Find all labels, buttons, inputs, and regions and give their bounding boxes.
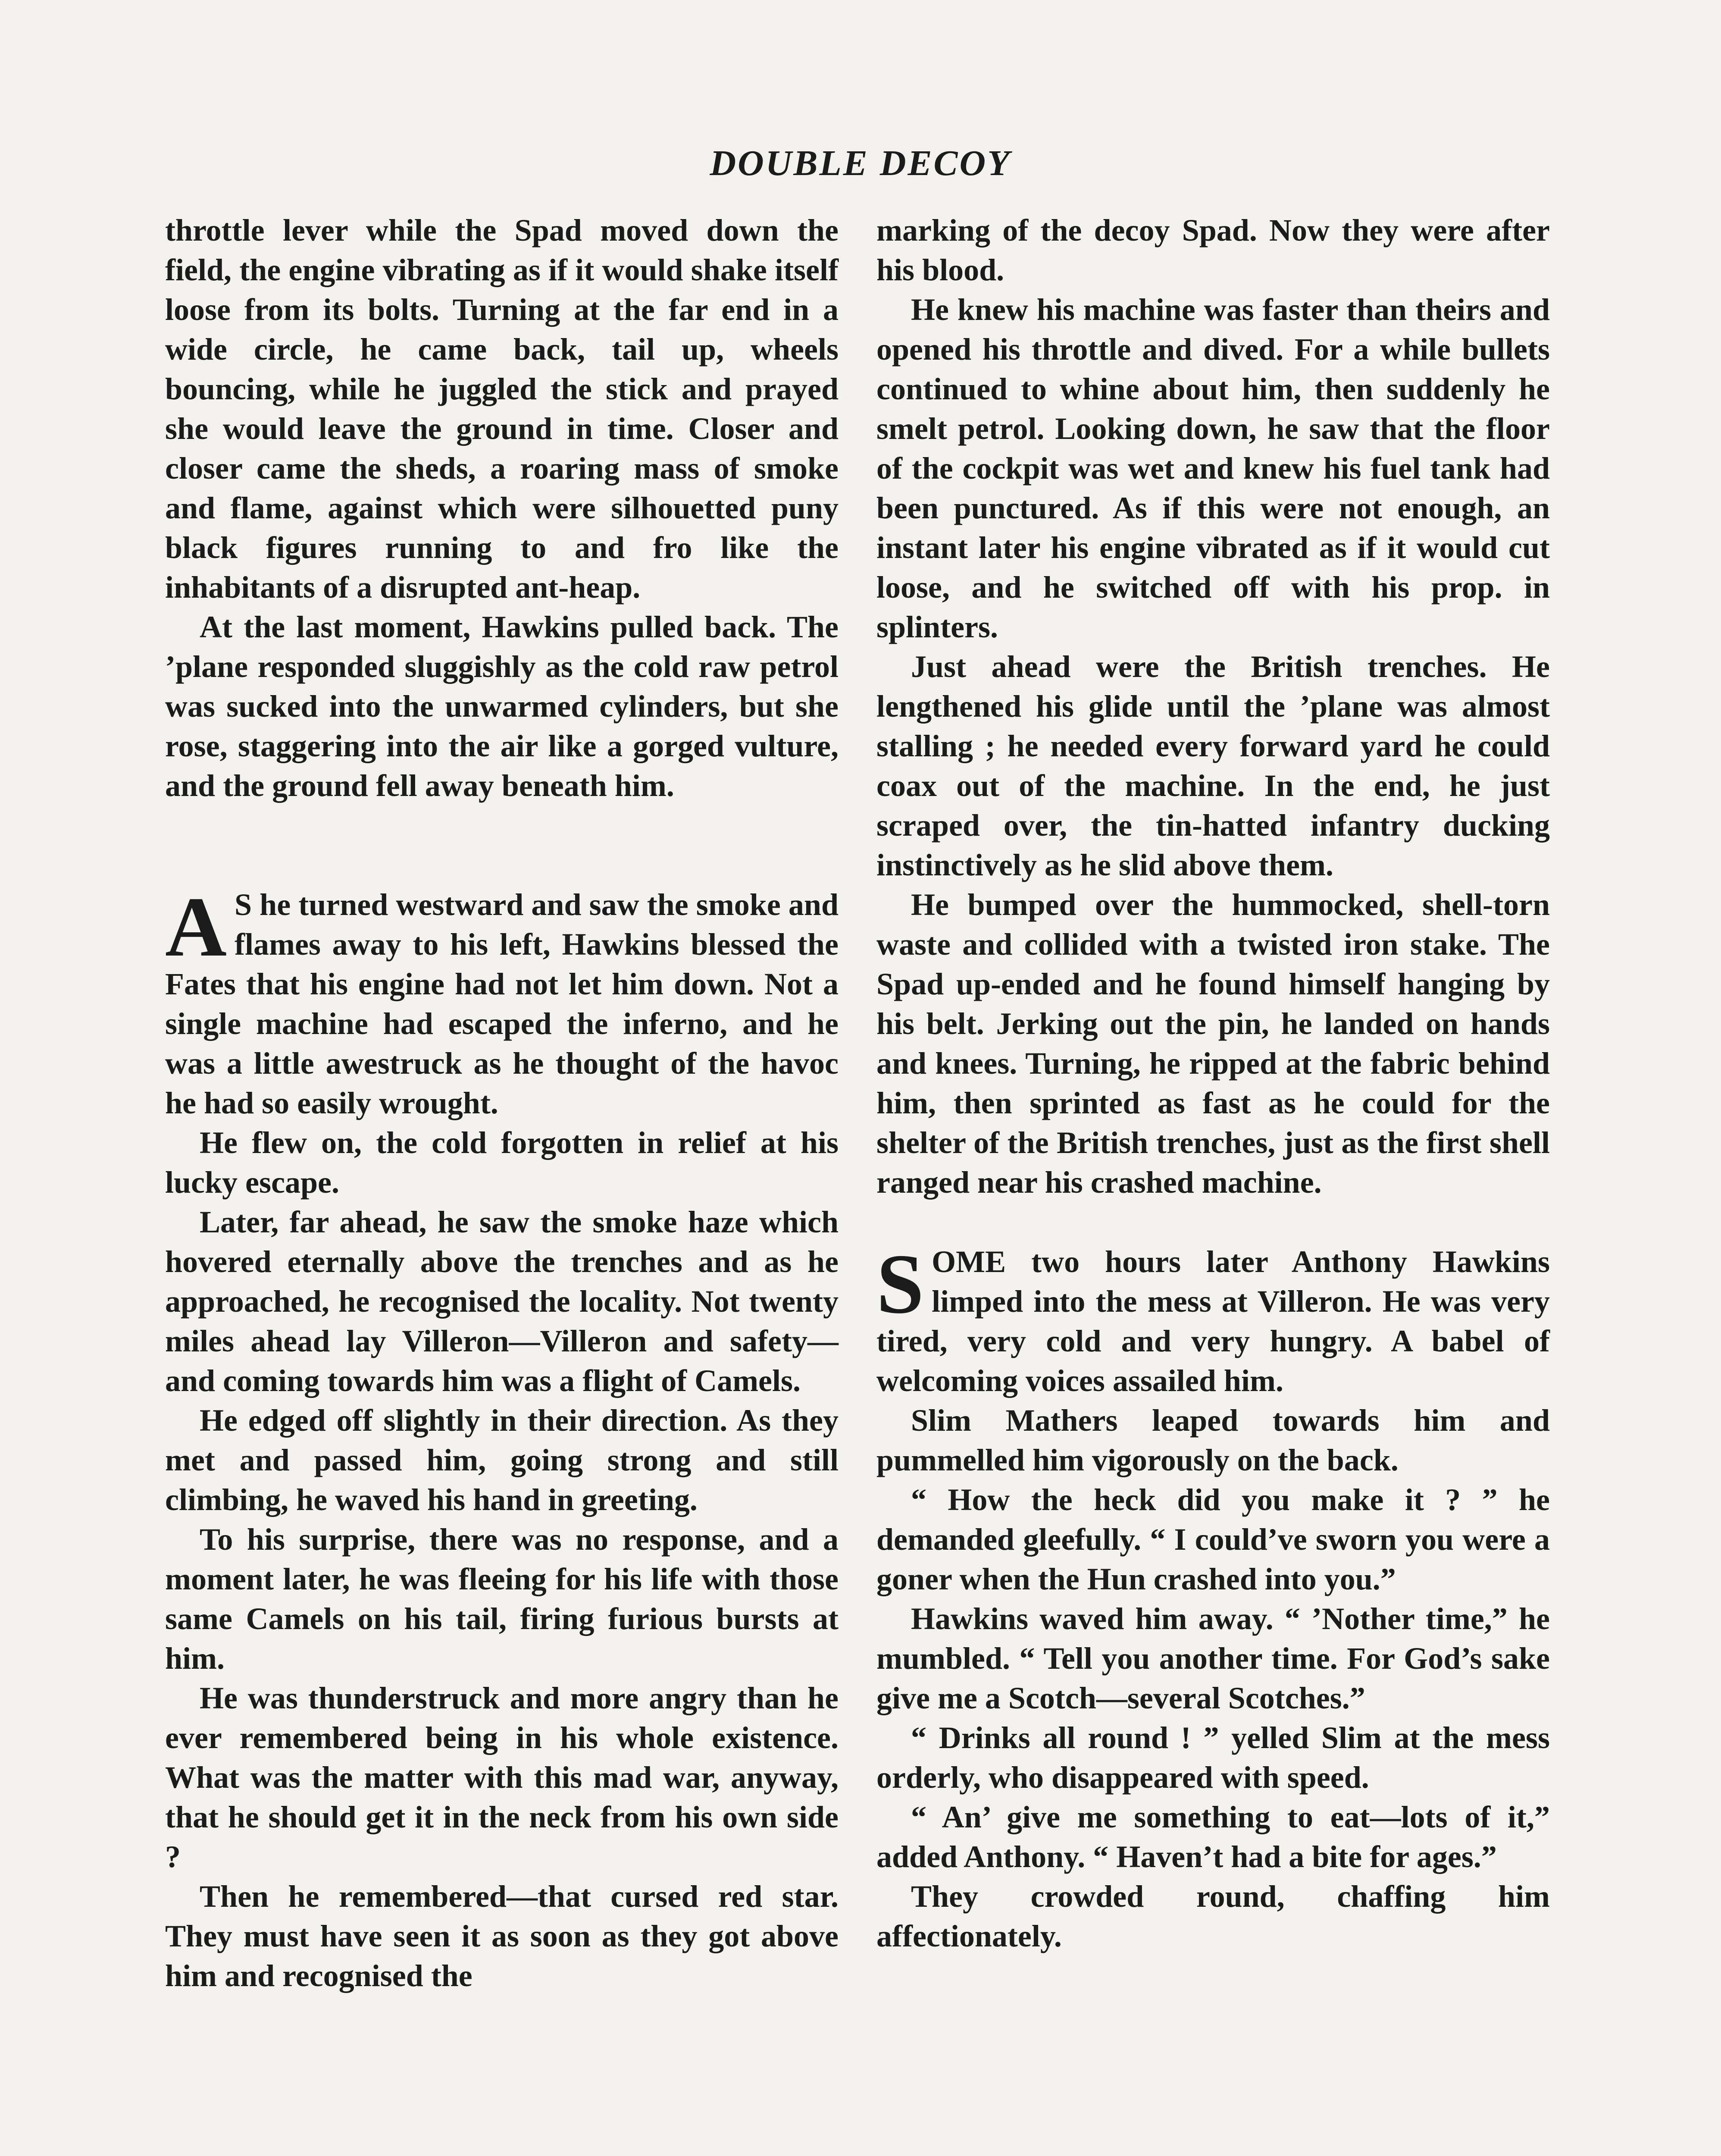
left-column bbox=[165, 210, 839, 1996]
right-column bbox=[876, 210, 1550, 1956]
paragraph: He bumped over the hummocked, shell-torn waste and collided with a twisted iron stake. The Spad up-ended and he found himself hanging by his belt. Jerking out the pin, he landed on hands and knees. Turning, he ripped at the fabric behind him, then sprinted as fast as he could for the shelter of the British trenches, just as the first shell ranged near his crashed machine. bbox=[876, 887, 1550, 1200]
paragraph: Just ahead were the British trenches. He lengthened his glide until the ’plane was almost stalling ; he needed every forward yard he could coax out of the machine. In the end, he just scraped over, the tin-hatted infantry ducking instinctively as he slid above them. bbox=[876, 649, 1550, 882]
paragraph: throttle lever while the Spad moved down the field, the engine vibrating as if it would shake itself loose from its bolts. Turning at the far end in a wide circle, he came back, tail up, wheels bouncing, while he juggled the stick and prayed she would leave the ground in time. Closer and closer came the sheds, a roaring mass of smoke and flame, against which were silhouetted puny black figures running to and fro like the inhabitants of a disrupted ant-heap. bbox=[165, 213, 839, 605]
paragraph: To his surprise, there was no response, and a moment later, he was fleeing for his life with those same Camels on his tail, firing furious bursts at him. bbox=[165, 1522, 839, 1676]
paragraph: Then he remembered—that cursed red star. They must have seen it as soon as they got above him and recognised the bbox=[165, 1879, 839, 1993]
paragraph: Slim Mathers leaped towards him and pummelled him vigorously on the back. bbox=[876, 1403, 1550, 1477]
paragraph: He edged off slightly in their direction. As they met and passed him, going strong and still climbing, he waved his hand in greeting. bbox=[165, 1403, 839, 1517]
paragraph: Hawkins waved him away. “ ’Nother time,” he mumbled. “ Tell you another time. For God’s sake give me a Scotch—several Scotches.” bbox=[876, 1601, 1550, 1715]
paragraph-text: OME two hours later Anthony Hawkins limped into the mess at Villeron. He was very tired, very cold and very hungry. A babel of welcoming voices assailed him. bbox=[876, 1244, 1550, 1398]
section-break bbox=[165, 805, 839, 885]
paragraph-text: S he turned westward and saw the smoke and flames away to his left, Hawkins blessed the Fates that his engine had not let him down. Not a single machine had escaped the inferno, and he was a little awestruck as he thought of the havoc he had so easily wrought. bbox=[165, 887, 839, 1120]
section-break bbox=[876, 1202, 1550, 1242]
paragraph: Later, far ahead, he saw the smoke haze which hovered eternally above the trenches and as he approached, he recognised the locality. Not twenty miles ahead lay Villeron—Villeron and safety—and coming towards him was a flight of Camels. bbox=[165, 1205, 839, 1398]
section-opening-paragraph bbox=[876, 1237, 1550, 1401]
drop-cap: S bbox=[876, 1237, 924, 1331]
paragraph: “ How the heck did you make it ? ” he demanded gleefully. “ I could’ve sworn you were a goner when the Hun crashed into you.” bbox=[876, 1482, 1550, 1596]
paragraph: They crowded round, chaffing him affectionately. bbox=[876, 1879, 1550, 1953]
paragraph: He knew his machine was faster than theirs and opened his throttle and dived. For a while bullets continued to whine about him, then suddenly he smelt petrol. Looking down, he saw that the floor of the cockpit was wet and knew his fuel tank had been punctured. As if this were not enough, an instant later his engine vibrated as if it would cut loose, and he switched off with his prop. in splinters. bbox=[876, 292, 1550, 644]
paragraph: He was thunderstruck and more angry than he ever remembered being in his whole existence. What was the matter with this mad war, anyway, that he should get it in the neck from his own side ? bbox=[165, 1681, 839, 1874]
paragraph: “ Drinks all round ! ” yelled Slim at the mess orderly, who disappeared with speed. bbox=[876, 1720, 1550, 1795]
section-opening-paragraph bbox=[165, 880, 839, 1123]
paragraph: He flew on, the cold forgotten in relief at his lucky escape. bbox=[165, 1125, 839, 1200]
drop-cap: A bbox=[165, 880, 227, 974]
paragraph: marking of the decoy Spad. Now they were after his blood. bbox=[876, 213, 1550, 287]
paragraph: At the last moment, Hawkins pulled back. The ’plane responded sluggishly as the cold raw petrol was sucked into the unwarmed cylinders, but she rose, staggering into the air like a gorged vulture, and the ground fell away beneath him. bbox=[165, 610, 839, 803]
paragraph: “ An’ give me something to eat—lots of it,” added Anthony. “ Haven’t had a bite for ages.” bbox=[876, 1800, 1550, 1874]
running-title: DOUBLE DECOY bbox=[710, 143, 1011, 183]
